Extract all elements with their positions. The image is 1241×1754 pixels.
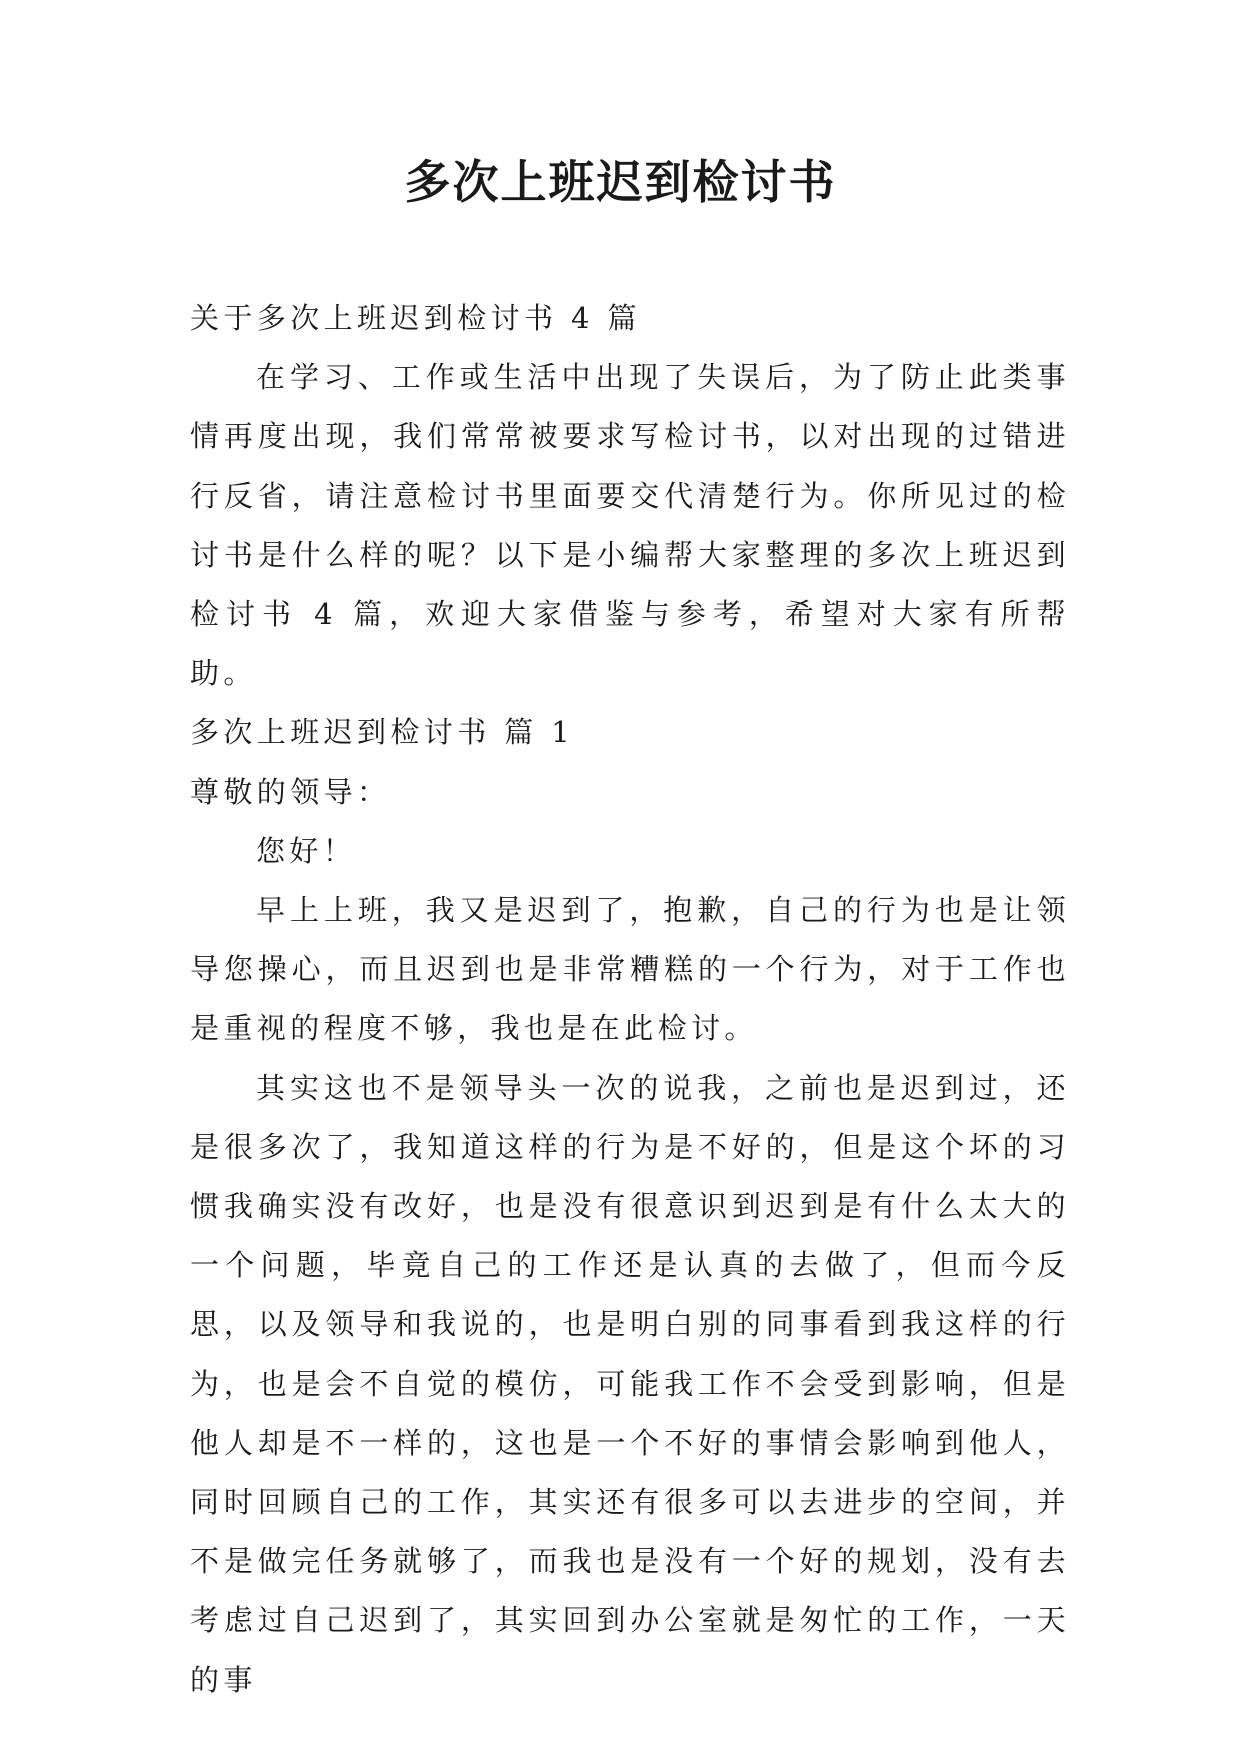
body-paragraph: 其实这也不是领导头一次的说我，之前也是迟到过，还是很多次了，我知道这样的行为是不好的，但是这个坏的习惯我确实没有改好，也是没有很意识到迟到是有什么太大的一个问题，毕竟自己的工作还是认真的去做了，但而今反思，以及领导和我说的，也是明白别的同事看到我这样的行为，也是会不自觉的模仿，可能我工作不会受到影响，但是他人却是不一样的，这也是一个不好的事情会影响到他人，同时回顾自己的工作，其实还有很多可以去进步的空间，并不是做完任务就够了，而我也是没有一个好的规划，没有去考虑过自己迟到了，其实回到办公室就是匆忙的工作，一天的事: [190, 1070, 1070, 1697]
intro-paragraph: 在学习、工作或生活中出现了失误后，为了防止此类事情再度出现，我们常常被要求写检讨书，以对出现的过错进行反省，请注意检讨书里面要交代清楚行为。你所见过的检讨书是什么样的呢？以下是小编帮大家整理的多次上班迟到检讨书 4 篇，欢迎大家借鉴与参考，希望对大家有所帮助。: [190, 360, 1070, 691]
document-body: [190, 289, 1070, 1710]
document-title: 多次上班迟到检讨书: [404, 155, 837, 209]
body-paragraph: 早上上班，我又是迟到了，抱歉，自己的行为也是让领导您操心，而且迟到也是非常糟糕的一个行为，对于工作也是重视的程度不够，我也是在此检讨。: [190, 893, 1070, 1046]
intro-heading: 关于多次上班迟到检讨书 4 篇: [190, 301, 641, 335]
salutation: 尊敬的领导：: [190, 774, 391, 809]
section-heading: 多次上班迟到检讨书 篇 1: [190, 715, 575, 750]
greeting: 您好！: [256, 833, 357, 868]
